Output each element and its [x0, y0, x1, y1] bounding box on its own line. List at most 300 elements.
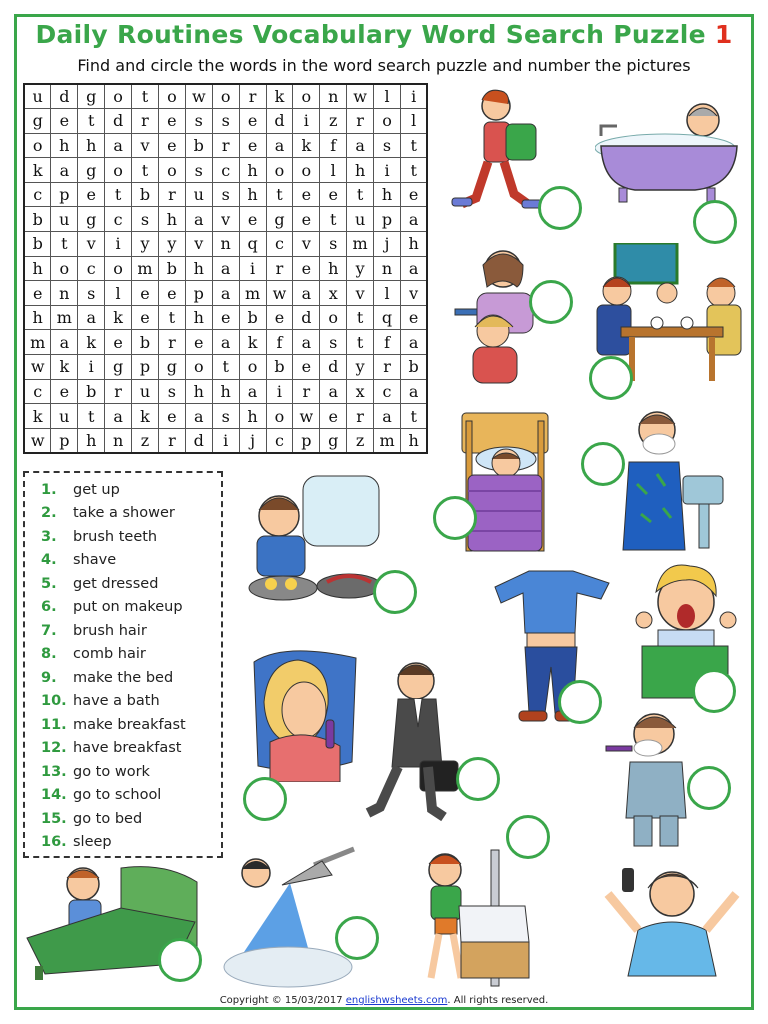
- grid-cell[interactable]: u: [51, 404, 78, 429]
- grid-cell[interactable]: r: [374, 355, 401, 380]
- grid-row: [24, 84, 427, 109]
- grid-cell[interactable]: g: [158, 355, 185, 380]
- word-list-item: [41, 713, 221, 737]
- grid-cell[interactable]: a: [400, 256, 427, 281]
- answer-circle[interactable]: [693, 200, 737, 244]
- grid-cell[interactable]: m: [51, 305, 78, 330]
- grid-cell[interactable]: l: [105, 281, 132, 306]
- grid-cell[interactable]: t: [266, 182, 293, 207]
- grid-cell[interactable]: o: [105, 158, 132, 183]
- grid-cell[interactable]: w: [266, 281, 293, 306]
- grid-row: [24, 305, 427, 330]
- grid-cell[interactable]: m: [24, 330, 51, 355]
- grid-cell[interactable]: g: [78, 84, 105, 109]
- grid-cell[interactable]: a: [51, 330, 78, 355]
- grid-cell[interactable]: i: [239, 256, 266, 281]
- grid-cell[interactable]: t: [158, 305, 185, 330]
- grid-cell[interactable]: a: [293, 330, 320, 355]
- answer-circle[interactable]: [589, 356, 633, 400]
- answer-circle[interactable]: [433, 496, 477, 540]
- word-text: brush hair: [73, 622, 147, 639]
- grid-row: [24, 428, 427, 453]
- grid-cell[interactable]: e: [212, 305, 239, 330]
- word-number: 9.: [41, 669, 57, 686]
- grid-cell[interactable]: c: [78, 256, 105, 281]
- grid-cell[interactable]: i: [374, 158, 401, 183]
- word-number: 2.: [41, 505, 57, 522]
- grid-cell[interactable]: r: [212, 133, 239, 158]
- grid-cell[interactable]: i: [78, 355, 105, 380]
- grid-cell[interactable]: e: [51, 109, 78, 134]
- grid-cell[interactable]: b: [24, 207, 51, 232]
- grid-row: [24, 404, 427, 429]
- grid-cell[interactable]: a: [51, 158, 78, 183]
- grid-cell[interactable]: a: [105, 404, 132, 429]
- grid-cell[interactable]: k: [266, 84, 293, 109]
- grid-cell[interactable]: s: [212, 182, 239, 207]
- answer-circle[interactable]: [581, 442, 625, 486]
- grid-cell[interactable]: e: [158, 133, 185, 158]
- grid-cell[interactable]: o: [266, 404, 293, 429]
- grid-cell[interactable]: c: [266, 232, 293, 257]
- grid-cell[interactable]: o: [105, 256, 132, 281]
- grid-cell[interactable]: d: [266, 109, 293, 134]
- grid-cell[interactable]: e: [158, 109, 185, 134]
- go-to-work-picture: [362, 657, 462, 825]
- grid-cell[interactable]: z: [347, 428, 374, 453]
- grid-cell[interactable]: h: [24, 305, 51, 330]
- grid-cell[interactable]: h: [374, 182, 401, 207]
- grid-cell[interactable]: d: [320, 355, 347, 380]
- grid-cell[interactable]: q: [374, 305, 401, 330]
- grid-cell[interactable]: d: [51, 84, 78, 109]
- grid-cell[interactable]: c: [105, 207, 132, 232]
- grid-cell[interactable]: s: [78, 281, 105, 306]
- grid-cell[interactable]: m: [132, 256, 159, 281]
- grid-cell[interactable]: k: [105, 305, 132, 330]
- grid-cell[interactable]: x: [347, 379, 374, 404]
- answer-circle[interactable]: [373, 570, 417, 614]
- grid-cell[interactable]: j: [374, 232, 401, 257]
- grid-cell[interactable]: s: [185, 158, 212, 183]
- grid-cell[interactable]: w: [24, 428, 51, 453]
- grid-cell[interactable]: c: [24, 379, 51, 404]
- word-list-item: [41, 831, 221, 855]
- take-a-shower-picture: [222, 845, 364, 990]
- grid-cell[interactable]: a: [185, 404, 212, 429]
- grid-cell[interactable]: w: [185, 84, 212, 109]
- grid-cell[interactable]: s: [185, 109, 212, 134]
- grid-row: [24, 109, 427, 134]
- answer-circle[interactable]: [687, 766, 731, 810]
- grid-cell[interactable]: b: [158, 256, 185, 281]
- grid-cell[interactable]: t: [105, 182, 132, 207]
- grid-cell[interactable]: e: [132, 281, 159, 306]
- grid-cell[interactable]: k: [24, 404, 51, 429]
- grid-cell[interactable]: r: [158, 428, 185, 453]
- grid-cell[interactable]: w: [24, 355, 51, 380]
- grid-cell[interactable]: e: [400, 305, 427, 330]
- grid-cell[interactable]: s: [158, 379, 185, 404]
- grid-cell[interactable]: b: [266, 355, 293, 380]
- grid-cell[interactable]: u: [51, 207, 78, 232]
- grid-cell[interactable]: i: [212, 428, 239, 453]
- grid-cell[interactable]: g: [78, 207, 105, 232]
- grid-cell[interactable]: o: [293, 84, 320, 109]
- grid-cell[interactable]: e: [239, 207, 266, 232]
- word-number: 8.: [41, 646, 57, 663]
- word-text: get dressed: [73, 575, 159, 592]
- grid-cell[interactable]: t: [347, 182, 374, 207]
- grid-cell[interactable]: r: [239, 84, 266, 109]
- grid-cell[interactable]: y: [132, 232, 159, 257]
- grid-cell[interactable]: o: [266, 158, 293, 183]
- grid-cell[interactable]: p: [51, 182, 78, 207]
- grid-cell[interactable]: a: [185, 207, 212, 232]
- grid-cell[interactable]: e: [24, 281, 51, 306]
- grid-cell[interactable]: o: [185, 355, 212, 380]
- grid-cell[interactable]: a: [293, 281, 320, 306]
- grid-cell[interactable]: p: [132, 355, 159, 380]
- word-number: 11.: [41, 716, 67, 733]
- grid-row: [24, 158, 427, 183]
- grid-cell[interactable]: g: [266, 207, 293, 232]
- grid-cell[interactable]: h: [212, 379, 239, 404]
- grid-cell[interactable]: r: [158, 330, 185, 355]
- website-link[interactable]: englishwsheets.com: [345, 995, 448, 1006]
- word-number: 12.: [41, 740, 67, 757]
- title-number: 1: [714, 20, 733, 49]
- grid-cell[interactable]: r: [132, 109, 159, 134]
- grid-cell[interactable]: a: [266, 133, 293, 158]
- grid-cell[interactable]: h: [320, 256, 347, 281]
- grid-cell[interactable]: h: [185, 305, 212, 330]
- grid-cell[interactable]: p: [185, 281, 212, 306]
- word-list: [23, 471, 223, 858]
- grid-cell[interactable]: p: [51, 428, 78, 453]
- grid-cell[interactable]: w: [293, 404, 320, 429]
- grid-cell[interactable]: r: [347, 404, 374, 429]
- grid-cell[interactable]: y: [347, 355, 374, 380]
- grid-cell[interactable]: g: [24, 109, 51, 134]
- grid-cell[interactable]: e: [293, 207, 320, 232]
- grid-cell[interactable]: t: [132, 84, 159, 109]
- grid-cell[interactable]: d: [105, 109, 132, 134]
- grid-cell[interactable]: k: [78, 330, 105, 355]
- grid-cell[interactable]: h: [158, 207, 185, 232]
- grid-cell[interactable]: a: [212, 281, 239, 306]
- grid-cell[interactable]: u: [185, 182, 212, 207]
- put-on-makeup-picture: [244, 642, 360, 782]
- grid-cell[interactable]: k: [24, 158, 51, 183]
- grid-cell[interactable]: t: [320, 207, 347, 232]
- grid-cell[interactable]: h: [239, 182, 266, 207]
- grid-cell[interactable]: c: [374, 379, 401, 404]
- grid-cell[interactable]: s: [212, 109, 239, 134]
- grid-cell[interactable]: h: [400, 428, 427, 453]
- grid-cell[interactable]: o: [24, 133, 51, 158]
- grid-cell[interactable]: b: [239, 305, 266, 330]
- grid-cell[interactable]: k: [293, 133, 320, 158]
- grid-cell[interactable]: s: [212, 404, 239, 429]
- grid-cell[interactable]: o: [158, 158, 185, 183]
- grid-cell[interactable]: l: [374, 281, 401, 306]
- grid-cell[interactable]: e: [105, 330, 132, 355]
- grid-cell[interactable]: e: [293, 182, 320, 207]
- grid-cell[interactable]: e: [185, 330, 212, 355]
- grid-cell[interactable]: p: [293, 428, 320, 453]
- grid-cell[interactable]: a: [400, 330, 427, 355]
- grid-cell[interactable]: r: [293, 379, 320, 404]
- grid-cell[interactable]: e: [78, 182, 105, 207]
- grid-cell[interactable]: v: [78, 232, 105, 257]
- grid-row: [24, 133, 427, 158]
- grid-cell[interactable]: g: [320, 428, 347, 453]
- word-list-item: [41, 737, 221, 761]
- word-number: 3.: [41, 528, 57, 545]
- page-title: [14, 20, 754, 49]
- grid-cell[interactable]: u: [24, 84, 51, 109]
- grid-cell[interactable]: h: [51, 133, 78, 158]
- word-list-item: [41, 572, 221, 596]
- grid-cell[interactable]: h: [347, 158, 374, 183]
- word-list-item: [41, 643, 221, 667]
- grid-cell[interactable]: t: [347, 330, 374, 355]
- grid-cell[interactable]: l: [320, 158, 347, 183]
- word-number: 16.: [41, 834, 67, 851]
- grid-cell[interactable]: k: [239, 330, 266, 355]
- grid-row: [24, 355, 427, 380]
- grid-cell[interactable]: l: [400, 109, 427, 134]
- have-a-bath-picture: [595, 86, 745, 206]
- word-number: 5.: [41, 575, 57, 592]
- grid-cell[interactable]: b: [132, 330, 159, 355]
- instructions: Find and circle the words in the word search puzzle and number the pictures: [77, 56, 691, 75]
- grid-cell[interactable]: r: [158, 182, 185, 207]
- grid-cell[interactable]: a: [78, 305, 105, 330]
- grid-cell[interactable]: i: [105, 232, 132, 257]
- grid-cell[interactable]: m: [239, 281, 266, 306]
- grid-cell[interactable]: i: [266, 379, 293, 404]
- grid-cell[interactable]: o: [158, 84, 185, 109]
- word-number: 15.: [41, 810, 67, 827]
- grid-cell[interactable]: h: [78, 428, 105, 453]
- grid-cell[interactable]: v: [293, 232, 320, 257]
- grid-cell[interactable]: v: [347, 281, 374, 306]
- grid-cell[interactable]: t: [78, 109, 105, 134]
- word-text: go to school: [73, 787, 162, 804]
- grid-cell[interactable]: t: [212, 355, 239, 380]
- grid-cell[interactable]: e: [158, 281, 185, 306]
- grid-cell[interactable]: a: [347, 133, 374, 158]
- word-number: 1.: [41, 481, 57, 498]
- word-text: brush teeth: [73, 528, 158, 545]
- comb-hair-picture: [447, 243, 547, 388]
- grid-cell[interactable]: h: [78, 133, 105, 158]
- grid-cell[interactable]: e: [400, 182, 427, 207]
- answer-circle[interactable]: [158, 938, 202, 982]
- grid-cell[interactable]: v: [185, 232, 212, 257]
- grid-cell[interactable]: k: [132, 404, 159, 429]
- grid-cell[interactable]: e: [158, 404, 185, 429]
- grid-cell[interactable]: h: [400, 232, 427, 257]
- grid-cell[interactable]: v: [132, 133, 159, 158]
- grid-cell[interactable]: t: [347, 305, 374, 330]
- grid-cell[interactable]: u: [347, 207, 374, 232]
- answer-circle[interactable]: [558, 680, 602, 724]
- grid-cell[interactable]: e: [293, 355, 320, 380]
- grid-cell[interactable]: r: [347, 109, 374, 134]
- grid-cell[interactable]: n: [320, 84, 347, 109]
- grid-cell[interactable]: t: [400, 158, 427, 183]
- word-text: comb hair: [73, 646, 146, 663]
- grid-cell[interactable]: q: [239, 232, 266, 257]
- grid-cell[interactable]: t: [78, 404, 105, 429]
- grid-cell[interactable]: f: [266, 330, 293, 355]
- word-number: 13.: [41, 763, 67, 780]
- word-list-item: [41, 760, 221, 784]
- grid-cell[interactable]: o: [105, 84, 132, 109]
- grid-cell[interactable]: t: [132, 158, 159, 183]
- grid-cell[interactable]: b: [132, 182, 159, 207]
- brush-hair-picture: [598, 858, 748, 978]
- grid-cell[interactable]: f: [320, 133, 347, 158]
- grid-cell[interactable]: a: [105, 133, 132, 158]
- grid-cell[interactable]: n: [212, 232, 239, 257]
- grid-cell[interactable]: n: [51, 281, 78, 306]
- answer-circle[interactable]: [456, 757, 500, 801]
- word-list-item: [41, 807, 221, 831]
- word-list-item: [41, 549, 221, 573]
- grid-cell[interactable]: e: [293, 256, 320, 281]
- grid-cell[interactable]: l: [374, 84, 401, 109]
- grid-cell[interactable]: p: [374, 207, 401, 232]
- grid-cell[interactable]: g: [78, 158, 105, 183]
- sleep-picture: [460, 411, 552, 556]
- grid-cell[interactable]: a: [374, 404, 401, 429]
- grid-row: [24, 281, 427, 306]
- grid-cell[interactable]: o: [51, 256, 78, 281]
- word-list-item: [41, 502, 221, 526]
- grid-cell[interactable]: e: [239, 133, 266, 158]
- grid-cell[interactable]: t: [51, 232, 78, 257]
- word-list-item: [41, 784, 221, 808]
- grid-cell[interactable]: y: [158, 232, 185, 257]
- grid-cell[interactable]: x: [320, 281, 347, 306]
- grid-cell[interactable]: t: [400, 133, 427, 158]
- grid-cell[interactable]: a: [212, 256, 239, 281]
- grid-cell[interactable]: n: [105, 428, 132, 453]
- grid-cell[interactable]: z: [132, 428, 159, 453]
- grid-cell[interactable]: o: [374, 109, 401, 134]
- word-text: sleep: [73, 834, 112, 851]
- grid-cell[interactable]: w: [347, 84, 374, 109]
- grid-cell[interactable]: c: [212, 158, 239, 183]
- grid-cell[interactable]: a: [400, 207, 427, 232]
- grid-cell[interactable]: r: [105, 379, 132, 404]
- grid-cell[interactable]: b: [185, 133, 212, 158]
- grid-cell[interactable]: t: [400, 404, 427, 429]
- grid-cell[interactable]: m: [347, 232, 374, 257]
- answer-circle[interactable]: [529, 280, 573, 324]
- grid-cell[interactable]: v: [400, 281, 427, 306]
- grid-cell[interactable]: h: [239, 158, 266, 183]
- grid-cell[interactable]: e: [266, 305, 293, 330]
- copyright-prefix: Copyright: [219, 995, 272, 1006]
- grid-cell[interactable]: e: [239, 109, 266, 134]
- grid-cell[interactable]: h: [185, 256, 212, 281]
- grid-cell[interactable]: h: [239, 404, 266, 429]
- shave-picture: [607, 404, 737, 552]
- grid-cell[interactable]: e: [320, 182, 347, 207]
- grid-cell[interactable]: o: [212, 84, 239, 109]
- grid-cell[interactable]: s: [374, 133, 401, 158]
- grid-cell[interactable]: o: [239, 355, 266, 380]
- word-list-item: [41, 596, 221, 620]
- word-text: shave: [73, 552, 117, 569]
- grid-cell[interactable]: a: [239, 379, 266, 404]
- grid-cell[interactable]: c: [266, 428, 293, 453]
- grid-cell[interactable]: s: [320, 330, 347, 355]
- grid-row: [24, 207, 427, 232]
- grid-cell[interactable]: c: [24, 182, 51, 207]
- grid-cell[interactable]: j: [239, 428, 266, 453]
- answer-circle[interactable]: [243, 777, 287, 821]
- answer-circle[interactable]: [538, 186, 582, 230]
- grid-cell[interactable]: b: [78, 379, 105, 404]
- grid-cell[interactable]: i: [400, 84, 427, 109]
- word-text: take a shower: [73, 505, 175, 522]
- grid-cell[interactable]: m: [374, 428, 401, 453]
- grid-cell[interactable]: h: [24, 256, 51, 281]
- grid-cell[interactable]: v: [212, 207, 239, 232]
- grid-cell[interactable]: i: [293, 109, 320, 134]
- word-text: go to work: [73, 763, 150, 780]
- grid-cell[interactable]: s: [132, 207, 159, 232]
- grid-cell[interactable]: o: [320, 305, 347, 330]
- grid-cell[interactable]: e: [320, 404, 347, 429]
- grid-cell[interactable]: b: [24, 232, 51, 257]
- answer-circle[interactable]: [506, 815, 550, 859]
- grid-cell[interactable]: a: [320, 379, 347, 404]
- grid-cell[interactable]: u: [132, 379, 159, 404]
- grid-cell[interactable]: n: [374, 256, 401, 281]
- grid-cell[interactable]: a: [212, 330, 239, 355]
- word-search-grid[interactable]: [23, 83, 428, 454]
- grid-cell[interactable]: f: [374, 330, 401, 355]
- grid-cell[interactable]: g: [105, 355, 132, 380]
- grid-cell[interactable]: d: [185, 428, 212, 453]
- grid-cell[interactable]: b: [400, 355, 427, 380]
- grid-cell[interactable]: a: [400, 379, 427, 404]
- grid-cell[interactable]: k: [51, 355, 78, 380]
- grid-cell[interactable]: y: [347, 256, 374, 281]
- make-the-bed-picture: [401, 846, 531, 991]
- grid-cell[interactable]: s: [320, 232, 347, 257]
- answer-circle[interactable]: [335, 916, 379, 960]
- grid-cell[interactable]: z: [320, 109, 347, 134]
- word-list-item: [41, 525, 221, 549]
- grid-cell[interactable]: e: [132, 305, 159, 330]
- title-text: Daily Routines Vocabulary Word Search Puzzle: [35, 20, 706, 49]
- grid-cell[interactable]: d: [293, 305, 320, 330]
- grid-cell[interactable]: o: [293, 158, 320, 183]
- grid-cell[interactable]: h: [185, 379, 212, 404]
- word-list-item: [41, 690, 221, 714]
- word-text: make breakfast: [73, 716, 186, 733]
- grid-cell[interactable]: r: [266, 256, 293, 281]
- grid-cell[interactable]: e: [51, 379, 78, 404]
